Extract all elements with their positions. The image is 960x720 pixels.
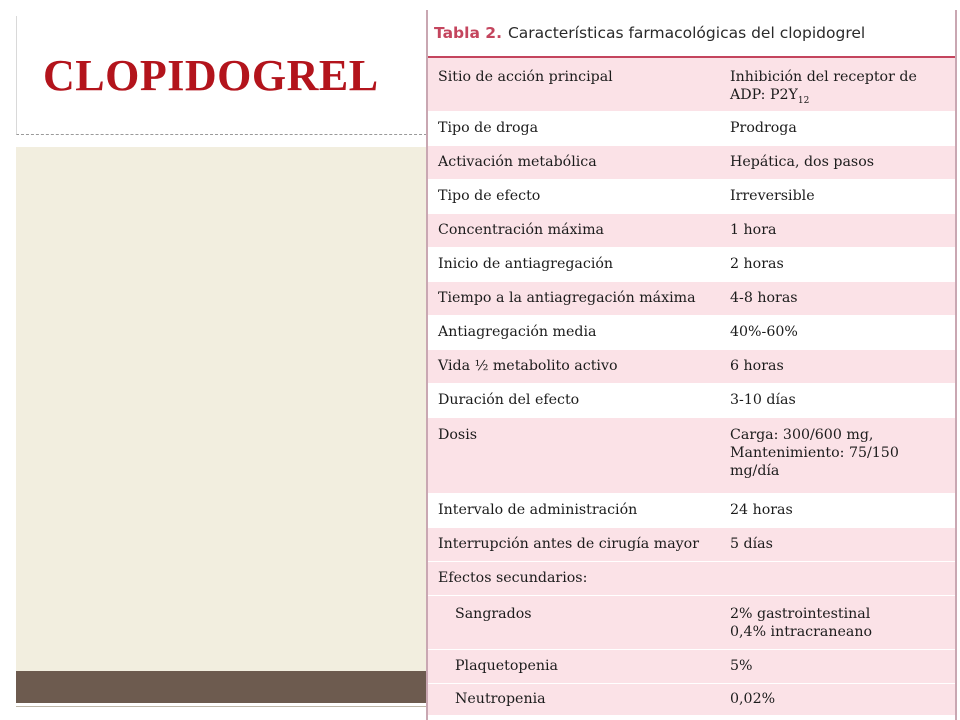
- table-row: [428, 562, 955, 596]
- parameter-cell: Sitio de acción principal: [438, 69, 613, 85]
- parameter-cell: Efectos secundarios:: [438, 570, 588, 586]
- slide-title-area: [16, 16, 427, 135]
- table-row: [428, 248, 955, 282]
- table-row: [428, 180, 955, 214]
- value-cell: [726, 153, 955, 179]
- value-cell: [726, 357, 955, 383]
- value-cell: [726, 68, 955, 111]
- value-cell: [726, 605, 955, 649]
- value-cell: [726, 657, 955, 683]
- value-line: Irreversible: [730, 188, 815, 204]
- table-caption-label: Tabla 2.: [434, 24, 502, 42]
- value-line: Hepática, dos pasos: [730, 154, 875, 170]
- value-cell: [726, 569, 955, 595]
- value-cell: [726, 187, 955, 213]
- parameter-cell: Tipo de droga: [438, 120, 539, 136]
- parameter-cell: Sangrados: [455, 606, 532, 622]
- value-line: 40%-60%: [730, 324, 798, 340]
- value-cell: [726, 289, 955, 315]
- value-line: Prodroga: [730, 120, 797, 136]
- value-line: ADP: $P2Y_{12}$: [730, 87, 810, 106]
- value-cell: [726, 221, 955, 247]
- value-cell: [726, 119, 955, 145]
- parameter-cell: Inicio de antiagregación: [438, 256, 614, 272]
- parameter-cell: Concentración máxima: [438, 222, 604, 238]
- table-row: [428, 494, 955, 528]
- table-row: [428, 316, 955, 350]
- slide-body-panel: [16, 147, 426, 671]
- slide-footer-line: [16, 706, 426, 707]
- table-row: [428, 350, 955, 384]
- parameter-cell: Neutropenia: [455, 691, 546, 707]
- value-line: 5%: [730, 658, 753, 674]
- value-line: Carga: 300/600 mg,: [730, 427, 874, 443]
- table-caption-title: Características farmacológicas del clopidogrel: [507, 24, 866, 42]
- table-row: [428, 528, 955, 562]
- value-line: 4-8 horas: [730, 290, 798, 306]
- parameter-cell: Vida ½ metabolito activo: [438, 358, 618, 374]
- slide-footer-band: [16, 671, 426, 703]
- value-line: 2 horas: [730, 256, 784, 272]
- value-cell: [726, 535, 955, 561]
- table-row: [428, 58, 955, 112]
- parameter-cell: Dosis: [438, 427, 478, 443]
- value-line: 5 días: [730, 536, 773, 552]
- value-line: 0,02%: [730, 691, 776, 707]
- value-line: 2% gastrointestinal: [730, 606, 871, 622]
- table-row: [428, 418, 955, 494]
- value-cell: [726, 690, 955, 715]
- table-row: [428, 112, 955, 146]
- value-line: 6 horas: [730, 358, 784, 374]
- parameter-cell: Tiempo a la antiagregación máxima: [438, 290, 696, 306]
- value-line: Mantenimiento: 75/150: [730, 445, 899, 461]
- parameter-cell: Activación metabólica: [438, 154, 597, 170]
- table-row: [428, 214, 955, 248]
- value-line: Inhibición del receptor de: [730, 69, 917, 85]
- value-line: 1 hora: [730, 222, 777, 238]
- parameter-cell: Interrupción antes de cirugía mayor: [438, 536, 700, 552]
- parameter-cell: Intervalo de administración: [438, 502, 638, 518]
- table-row: [428, 384, 955, 418]
- parameter-cell: Duración del efecto: [438, 392, 580, 408]
- value-cell: [726, 255, 955, 281]
- value-cell: [726, 391, 955, 417]
- pharmacology-table: [426, 10, 957, 720]
- table-row: [428, 146, 955, 180]
- table-body: [428, 58, 955, 716]
- table-caption: [428, 10, 955, 58]
- table-row: [428, 684, 955, 716]
- value-line: 0,4% intracraneano: [730, 624, 873, 640]
- table-row: [428, 596, 955, 650]
- value-cell: [726, 426, 955, 493]
- table-row: [428, 650, 955, 684]
- receptor-subscript: 12: [797, 95, 810, 106]
- slide-title: CLOPIDOGREL: [43, 51, 379, 100]
- parameter-cell: Antiagregación media: [438, 324, 597, 340]
- value-line: mg/día: [730, 463, 780, 479]
- value-line: 3-10 días: [730, 392, 796, 408]
- parameter-cell: Plaquetopenia: [455, 658, 559, 674]
- value-cell: [726, 501, 955, 527]
- value-line: 24 horas: [730, 502, 793, 518]
- value-cell: [726, 323, 955, 349]
- parameter-cell: Tipo de efecto: [438, 188, 541, 204]
- table-row: [428, 282, 955, 316]
